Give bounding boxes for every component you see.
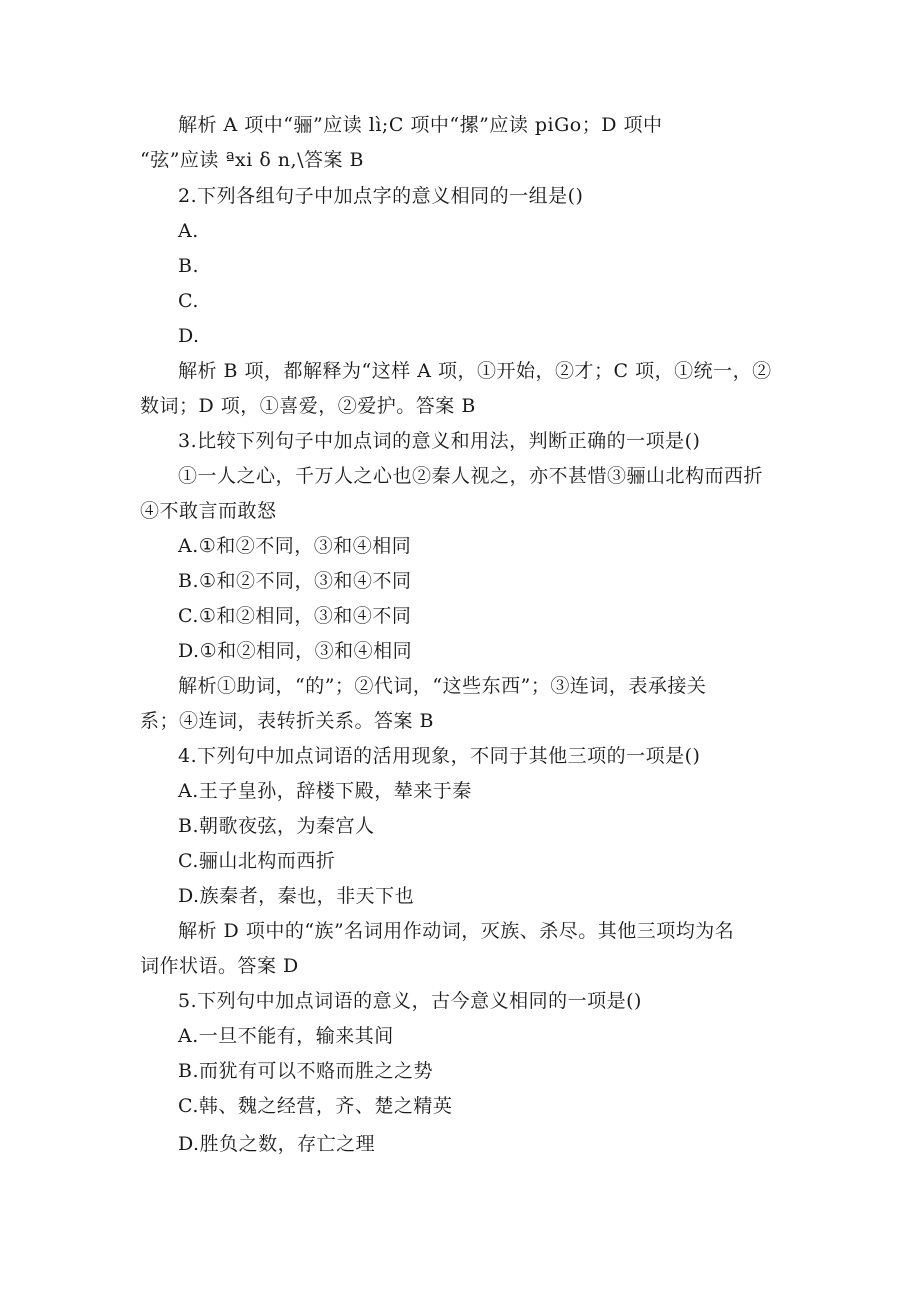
q4-option-c: C.骊山北构而西折 [178, 850, 336, 872]
analysis-q3-line2: 系；④连词，表转折关系。答案 B [140, 710, 435, 732]
analysis-q2-line2: 数词；D 项，①喜爱，②爱护。答案 B [140, 395, 476, 417]
q5-option-b: B.而犹有可以不赂而胜之之势 [178, 1060, 434, 1082]
analysis-q2-line1: 解析 B 项，都解释为“这样 A 项，①开始，②才；C 项，①统一，② [178, 360, 772, 382]
q5-option-a: A.一旦不能有，输来其间 [178, 1025, 394, 1047]
q3-option-c: C.①和②相同，③和④不同 [178, 605, 412, 627]
q3-sentences-line1: ①一人之心，千万人之心也②秦人视之，亦不甚惜③骊山北构而西折 [178, 465, 764, 487]
analysis-q4-line2: 词作状语。答案 D [140, 955, 299, 977]
analysis-q3-line1: 解析①助词，“的”；②代词，“这些东西”；③连词，表承接关 [178, 675, 707, 697]
analysis-q1-line1: 解析 A 项中“骊”应读 lì;C 项中“摞”应读 piGo；D 项中 [178, 114, 663, 136]
q2-option-d: D. [178, 325, 200, 347]
q3-option-d: D.①和②相同，③和④相同 [178, 640, 413, 662]
q2-option-b: B. [178, 255, 200, 277]
question-3: 3.比较下列句子中加点词的意义和用法，判断正确的一项是() [178, 430, 701, 452]
question-4: 4.下列句中加点词语的活用现象，不同于其他三项的一项是() [178, 745, 701, 767]
q5-option-c: C.韩、魏之经营，齐、楚之精英 [178, 1095, 453, 1117]
q3-option-a: A.①和②不同，③和④相同 [178, 535, 412, 557]
question-2: 2.下列各组句子中加点字的意义相同的一组是() [178, 185, 584, 207]
q3-sentences-line2: ④不敢言而敢怒 [140, 500, 277, 522]
q4-option-b: B.朝歌夜弦，为秦宫人 [178, 815, 375, 837]
q2-option-c: C. [178, 290, 199, 312]
q5-option-d: D.胜负之数，存亡之理 [178, 1133, 376, 1155]
q2-option-a: A. [178, 220, 199, 242]
question-5: 5.下列句中加点词语的意义，古今意义相同的一项是() [178, 990, 642, 1012]
q4-option-a: A.王子皇孙，辞楼下殿，辇来于秦 [178, 780, 472, 802]
q3-option-b: B.①和②不同，③和④不同 [178, 570, 412, 592]
q4-option-d: D.族秦者，秦也，非天下也 [178, 885, 415, 907]
analysis-q4-line1: 解析 D 项中的“族”名词用作动词，灭族、杀尽。其他三项均为名 [178, 920, 735, 942]
analysis-q1-line2: “弦”应读 ªxi δ n,\答案 B [140, 149, 364, 171]
